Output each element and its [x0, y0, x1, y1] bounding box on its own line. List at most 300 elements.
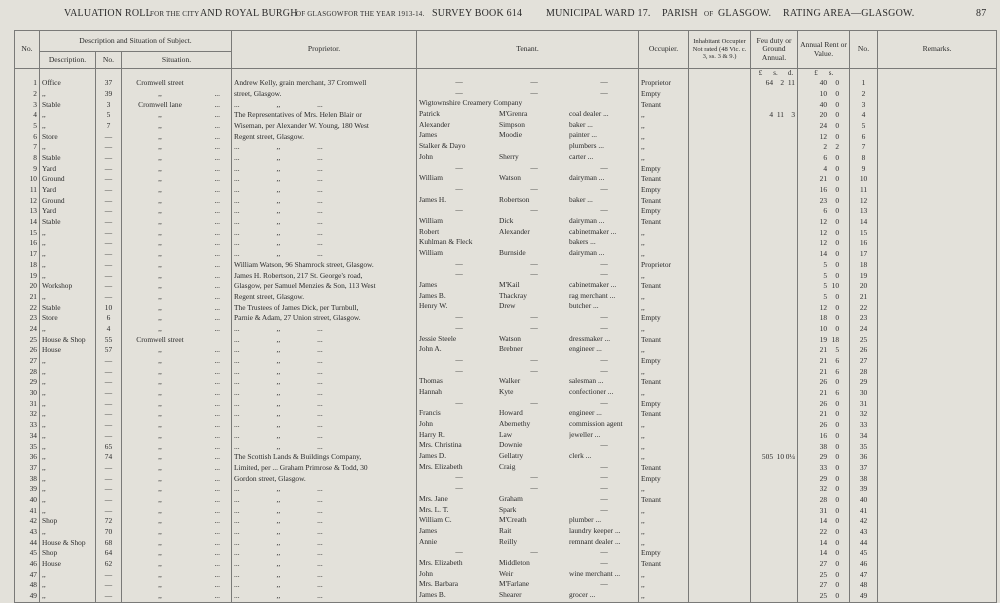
row-remarks [878, 302, 997, 313]
tenant-forename: Kuhlman & Fleck [419, 238, 473, 247]
row-proprietor: ... ,, ... [232, 185, 417, 196]
tenant-occupation: — [600, 580, 608, 589]
row-occupier: ,, [639, 527, 689, 538]
tenant-occupation: — [600, 88, 608, 97]
tenant-occupation: painter ... [569, 131, 597, 140]
situation-dots: ... [214, 281, 220, 291]
row-occupier: ,, [639, 506, 689, 517]
row-description: ,, [40, 228, 96, 239]
row-description: ,, [40, 367, 96, 378]
row-number-right: 39 [850, 484, 878, 495]
row-tenant [417, 270, 639, 281]
tenant-surname: Thackray [499, 291, 527, 300]
tenant-forename: John [419, 569, 433, 578]
situation-text: ,, [158, 238, 162, 248]
row-tenant [417, 153, 639, 164]
tenant-surname: Moodie [499, 131, 523, 140]
situation-text: ,, [158, 356, 162, 366]
situation-text: ,, [158, 259, 162, 269]
row-tenant [417, 559, 639, 570]
row-occupier: Tenant [639, 281, 689, 292]
row-street-number: — [96, 420, 122, 431]
rent-shillings: 0 [835, 505, 840, 515]
row-tenant [417, 99, 639, 110]
rent-pounds: 5 [823, 281, 828, 291]
tenant-surname: — [530, 78, 538, 86]
table-row [15, 356, 997, 367]
row-street-number: 62 [96, 559, 122, 570]
row-number: 33 [15, 420, 40, 431]
row-situation [122, 185, 232, 196]
situation-text: Cromwell street [136, 78, 184, 88]
unit-pence: d. [787, 69, 794, 78]
row-number-right: 43 [850, 527, 878, 538]
situation-text: ,, [158, 185, 162, 195]
row-number-right: 32 [850, 409, 878, 420]
row-number-right: 3 [850, 99, 878, 110]
row-description: ,, [40, 591, 96, 602]
row-proprietor: ... ,, ... [232, 367, 417, 378]
tenant-surname: Sherry [499, 152, 519, 161]
situation-text: ,, [158, 110, 162, 120]
row-description: House & Shop [40, 335, 96, 346]
situation-dots: ... [214, 591, 220, 601]
valuation-table [14, 30, 997, 603]
row-proprietor: ... ,, ... [232, 174, 417, 185]
row-description: ,, [40, 356, 96, 367]
row-tenant [417, 356, 639, 367]
tenant-occupation: — [600, 323, 608, 332]
col-description: Description. [40, 52, 96, 69]
row-number-right: 41 [850, 506, 878, 517]
row-occupier: Empty [639, 399, 689, 410]
row-inhabitant [689, 313, 751, 324]
row-feu-duty [751, 78, 798, 89]
situation-text: ,, [158, 441, 162, 451]
table-row [15, 292, 997, 303]
row-tenant [417, 580, 639, 591]
row-occupier: Tenant [639, 335, 689, 346]
situation-dots: ... [214, 238, 220, 248]
row-inhabitant [689, 570, 751, 581]
situation-dots: ... [214, 99, 220, 109]
units-row [15, 69, 997, 79]
situation-dots: ... [214, 388, 220, 398]
row-number-right: 46 [850, 559, 878, 570]
row-remarks [878, 335, 997, 346]
tenant-forename: Patrick [419, 110, 440, 119]
situation-text: ,, [158, 580, 162, 590]
row-description: ,, [40, 570, 96, 581]
row-number-right: 8 [850, 153, 878, 164]
row-number: 41 [15, 506, 40, 517]
rent-pounds: 12 [819, 302, 828, 312]
tenant-occupation: confectioner ... [569, 387, 614, 396]
row-annual-rent [798, 409, 850, 420]
row-description: ,, [40, 121, 96, 132]
situation-text: ,, [158, 227, 162, 237]
rent-shillings: 0 [835, 227, 840, 237]
tenant-forename: — [455, 548, 463, 557]
row-annual-rent [798, 131, 850, 142]
row-description: ,, [40, 377, 96, 388]
rent-pounds: 14 [819, 249, 828, 259]
rent-pounds: 21 [819, 409, 828, 419]
row-number-right: 9 [850, 164, 878, 175]
tenant-surname: — [530, 366, 538, 375]
situation-text: ,, [158, 174, 162, 184]
col-no: No. [15, 31, 40, 69]
row-number: 28 [15, 367, 40, 378]
col-proprietor: Proprietor. [232, 31, 417, 69]
row-number: 18 [15, 260, 40, 271]
row-situation [122, 217, 232, 228]
rent-pounds: 33 [819, 462, 828, 472]
feu-pounds: 4 [769, 110, 774, 120]
row-tenant [417, 345, 639, 356]
rent-shillings: 6 [835, 388, 840, 398]
row-inhabitant [689, 196, 751, 207]
tenant-surname: — [530, 323, 538, 332]
row-remarks [878, 559, 997, 570]
feu-shillings: 10 [776, 452, 785, 462]
tenant-forename: Hannah [419, 387, 442, 396]
row-occupier: ,, [639, 591, 689, 602]
situation-text: ,, [158, 281, 162, 291]
situation-text: ,, [158, 559, 162, 569]
row-annual-rent [798, 399, 850, 410]
row-feu-duty [751, 164, 798, 175]
row-number: 49 [15, 591, 40, 602]
row-street-number: — [96, 367, 122, 378]
tenant-surname: Watson [499, 174, 521, 183]
situation-text: ,, [158, 420, 162, 430]
row-proprietor: ... ,, ... [232, 345, 417, 356]
row-number: 36 [15, 452, 40, 463]
row-number: 6 [15, 131, 40, 142]
row-occupier: Empty [639, 313, 689, 324]
row-remarks [878, 431, 997, 442]
situation-text: ,, [158, 88, 162, 98]
rent-shillings: 0 [835, 430, 840, 440]
row-tenant [417, 516, 639, 527]
tenant-surname: Shearer [499, 591, 522, 599]
row-remarks [878, 142, 997, 153]
row-annual-rent [798, 345, 850, 356]
rent-shillings: 0 [835, 291, 840, 301]
tenant-occupation: — [600, 163, 608, 172]
row-inhabitant [689, 142, 751, 153]
row-situation [122, 473, 232, 484]
row-remarks [878, 217, 997, 228]
row-inhabitant [689, 121, 751, 132]
row-occupier: ,, [639, 142, 689, 153]
row-street-number: — [96, 281, 122, 292]
row-proprietor: ... ,, ... [232, 377, 417, 388]
situation-text: ,, [158, 345, 162, 355]
row-number-right: 23 [850, 313, 878, 324]
row-street-number: — [96, 249, 122, 260]
tenant-occupation: baker ... [569, 120, 593, 129]
situation-dots: ... [214, 174, 220, 184]
tenant-forename: James B. [419, 291, 446, 300]
row-inhabitant [689, 356, 751, 367]
row-inhabitant [689, 206, 751, 217]
row-feu-duty [751, 538, 798, 549]
col-situation: Situation. [122, 52, 232, 69]
rent-pounds: 27 [819, 559, 828, 569]
situation-text: ,, [158, 195, 162, 205]
row-number-right: 27 [850, 356, 878, 367]
row-street-number: — [96, 206, 122, 217]
situation-text: ,, [158, 163, 162, 173]
situation-text: Cromwell street [136, 334, 184, 344]
row-street-number: — [96, 185, 122, 196]
row-situation [122, 431, 232, 442]
row-street-number: 3 [96, 99, 122, 110]
tenant-forename: — [455, 398, 463, 407]
row-inhabitant [689, 164, 751, 175]
row-street-number: — [96, 484, 122, 495]
tenant-forename: John [419, 152, 433, 161]
row-annual-rent [798, 292, 850, 303]
row-number: 16 [15, 238, 40, 249]
row-occupier: Empty [639, 356, 689, 367]
row-number: 19 [15, 270, 40, 281]
row-street-number: — [96, 409, 122, 420]
row-remarks [878, 260, 997, 271]
row-number-right: 6 [850, 131, 878, 142]
row-remarks [878, 89, 997, 100]
table-row [15, 495, 997, 506]
row-proprietor: Wiseman, per Alexander W. Young, 180 West [232, 121, 417, 132]
row-annual-rent [798, 121, 850, 132]
row-number-right: 21 [850, 292, 878, 303]
row-proprietor: ... ,, ... [232, 324, 417, 335]
row-remarks [878, 174, 997, 185]
rent-pounds: 5 [823, 270, 828, 280]
row-number: 5 [15, 121, 40, 132]
tenant-surname: Robertson [499, 195, 530, 204]
row-tenant [417, 249, 639, 260]
row-number-right: 48 [850, 580, 878, 591]
row-street-number: 72 [96, 516, 122, 527]
row-number: 9 [15, 164, 40, 175]
row-tenant [417, 420, 639, 431]
rent-pounds: 5 [823, 291, 828, 301]
situation-text: ,, [158, 388, 162, 398]
tenant-occupation: baker ... [569, 195, 593, 204]
row-remarks [878, 281, 997, 292]
table-row [15, 527, 997, 538]
rent-pounds: 32 [819, 484, 828, 494]
row-proprietor: ... ,, ... [232, 559, 417, 570]
row-tenant [417, 506, 639, 517]
situation-dots: ... [214, 152, 220, 162]
situation-dots: ... [214, 430, 220, 440]
tenant-occupation: — [600, 259, 608, 268]
tenant-forename: James H. [419, 195, 447, 204]
tenant-forename: John A. [419, 345, 442, 354]
situation-dots: ... [214, 452, 220, 462]
row-number-right: 34 [850, 431, 878, 442]
row-feu-duty [751, 99, 798, 110]
situation-text: ,, [158, 302, 162, 312]
row-annual-rent [798, 89, 850, 100]
table-row [15, 367, 997, 378]
situation-dots: ... [214, 377, 220, 387]
row-description: ,, [40, 452, 96, 463]
row-remarks [878, 292, 997, 303]
rent-pounds: 26 [819, 377, 828, 387]
row-number-right: 47 [850, 570, 878, 581]
row-remarks [878, 399, 997, 410]
tenant-occupation: rag merchant ... [569, 291, 616, 300]
tenant-surname: — [530, 313, 538, 322]
situation-dots: ... [214, 142, 220, 152]
row-proprietor: ... ,, ... [232, 388, 417, 399]
row-situation [122, 260, 232, 271]
row-occupier: Proprietor [639, 78, 689, 89]
rent-pounds: 14 [819, 516, 828, 526]
row-description: Stable [40, 153, 96, 164]
tenant-occupation: plumber ... [569, 516, 602, 525]
situation-text: ,, [158, 291, 162, 301]
rent-pounds: 31 [819, 505, 828, 515]
row-street-number: — [96, 506, 122, 517]
row-tenant [417, 388, 639, 399]
row-number: 40 [15, 495, 40, 506]
rent-shillings: 0 [835, 120, 840, 130]
row-street-number: — [96, 228, 122, 239]
row-remarks [878, 249, 997, 260]
feu-pence: 11 [787, 78, 796, 88]
row-remarks [878, 164, 997, 175]
row-remarks [878, 313, 997, 324]
tenant-occupation: carter ... [569, 152, 594, 161]
row-annual-rent [798, 377, 850, 388]
tenant-surname: Rait [499, 526, 512, 535]
row-number-right: 40 [850, 495, 878, 506]
row-situation [122, 228, 232, 239]
rating-area: RATING AREA—GLASGOW. [783, 8, 915, 19]
row-number-right: 31 [850, 399, 878, 410]
row-tenant [417, 292, 639, 303]
row-situation [122, 463, 232, 474]
situation-text: ,, [158, 120, 162, 130]
row-feu-duty [751, 484, 798, 495]
situation-dots: ... [214, 195, 220, 205]
rent-pounds: 29 [819, 452, 828, 462]
tenant-forename: — [455, 323, 463, 332]
tenant-occupation: — [600, 313, 608, 322]
row-inhabitant [689, 238, 751, 249]
row-occupier: ,, [639, 538, 689, 549]
row-number-right: 19 [850, 270, 878, 281]
row-feu-duty [751, 420, 798, 431]
situation-text: ,, [158, 366, 162, 376]
row-annual-rent [798, 420, 850, 431]
row-annual-rent [798, 99, 850, 110]
row-number-right: 17 [850, 249, 878, 260]
situation-dots: ... [214, 516, 220, 526]
tenant-occupation: — [600, 441, 608, 450]
row-number-right: 16 [850, 238, 878, 249]
table-row [15, 559, 997, 570]
feu-shillings: 11 [776, 110, 785, 120]
row-number-right: 18 [850, 260, 878, 271]
row-description: Yard [40, 164, 96, 175]
row-tenant [417, 238, 639, 249]
tenant-occupation: — [600, 78, 608, 86]
row-annual-rent [798, 388, 850, 399]
rent-pounds: 12 [819, 131, 828, 141]
row-number: 34 [15, 431, 40, 442]
table-row [15, 174, 997, 185]
situation-dots: ... [214, 270, 220, 280]
row-occupier: ,, [639, 249, 689, 260]
rent-pounds: 12 [819, 227, 828, 237]
row-annual-rent [798, 196, 850, 207]
tenant-occupation: remnant dealer ... [569, 537, 621, 546]
row-number: 13 [15, 206, 40, 217]
tenant-forename: — [455, 366, 463, 375]
tenant-occupation: — [600, 184, 608, 193]
rent-pounds: 26 [819, 420, 828, 430]
row-feu-duty [751, 131, 798, 142]
row-feu-duty [751, 142, 798, 153]
table-row [15, 131, 997, 142]
row-situation [122, 388, 232, 399]
row-description: ,, [40, 463, 96, 474]
situation-text: ,, [158, 591, 162, 601]
row-description: Workshop [40, 281, 96, 292]
rent-pounds: 16 [819, 430, 828, 440]
row-street-number: — [96, 217, 122, 228]
situation-dots: ... [214, 323, 220, 333]
row-number-right: 25 [850, 335, 878, 346]
row-tenant [417, 302, 639, 313]
row-feu-duty [751, 238, 798, 249]
row-remarks [878, 356, 997, 367]
rent-shillings: 0 [835, 516, 840, 526]
rent-shillings: 18 [831, 334, 840, 344]
row-description: ,, [40, 324, 96, 335]
tenant-forename: Jessie Steele [419, 334, 457, 343]
row-inhabitant [689, 110, 751, 121]
row-description: ,, [40, 431, 96, 442]
table-row [15, 335, 997, 346]
rent-shillings: 0 [835, 110, 840, 120]
table-row [15, 473, 997, 484]
row-proprietor: ... ,, ... [232, 356, 417, 367]
row-inhabitant [689, 335, 751, 346]
col-number: No. [96, 52, 122, 69]
feu-pence: 3 [791, 110, 796, 120]
rent-pounds: 21 [819, 174, 828, 184]
table-row [15, 538, 997, 549]
row-number-right: 5 [850, 121, 878, 132]
tenant-occupation: jeweller ... [569, 430, 601, 439]
rent-pounds: 20 [819, 110, 828, 120]
situation-dots: ... [214, 537, 220, 547]
tenant-occupation: plumbers ... [569, 142, 604, 151]
row-proprietor: ... ,, ... [232, 409, 417, 420]
rent-pounds: 19 [819, 334, 828, 344]
table-row [15, 217, 997, 228]
table-row [15, 121, 997, 132]
row-description: ,, [40, 292, 96, 303]
